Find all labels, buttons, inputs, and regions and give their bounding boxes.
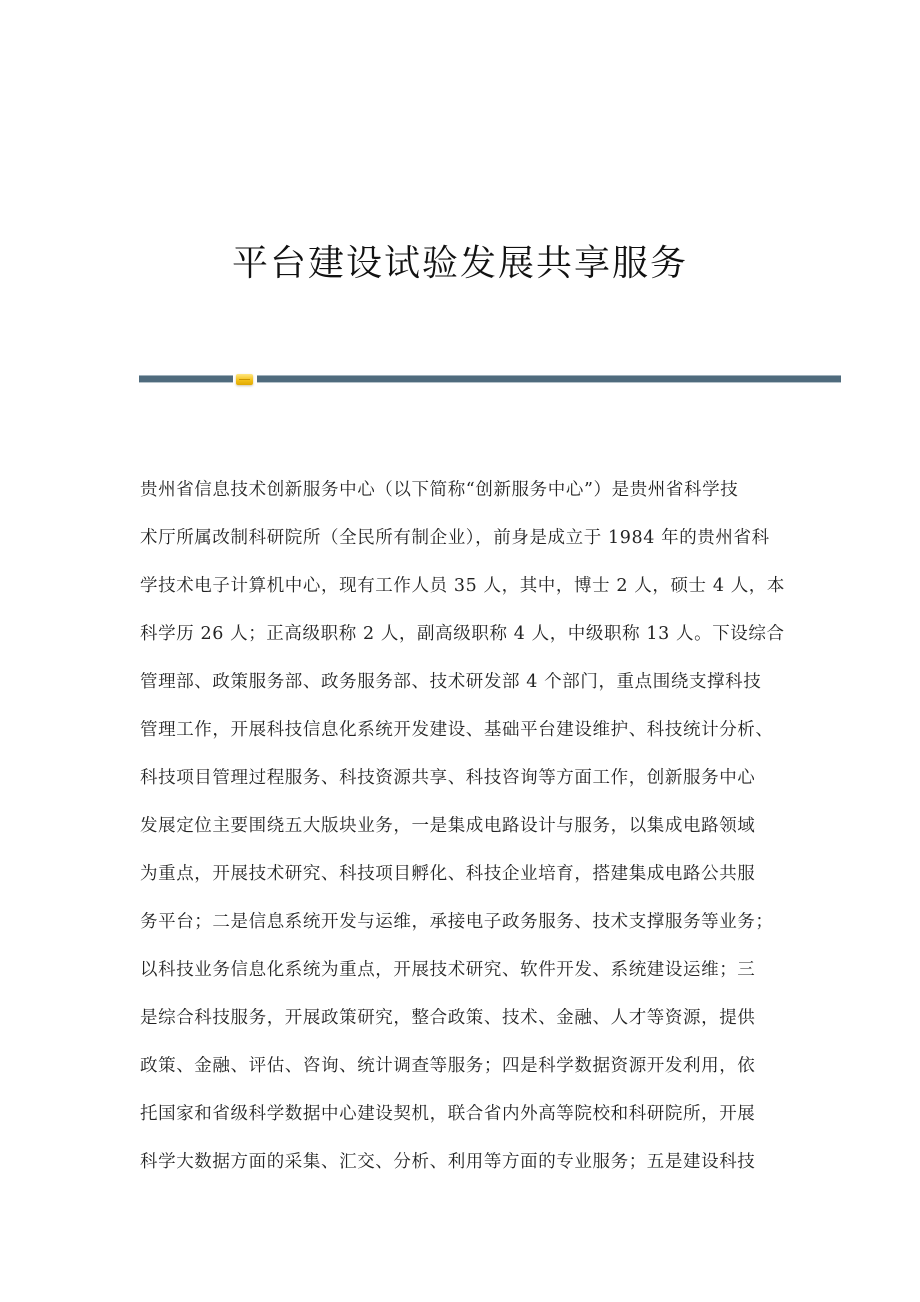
paragraph-line: 为重点，开展技术研究、科技项目孵化、科技企业培育，搭建集成电路公共服 xyxy=(140,864,756,884)
paragraph-line: 管理工作，开展科技信息化系统开发建设、基础平台建设维护、科技统计分析、 xyxy=(140,720,774,740)
title-divider xyxy=(139,374,841,384)
divider-left-bar xyxy=(139,375,233,383)
paragraph-line: 贵州省信息技术创新服务中心（以下简称“创新服务中心”）是贵州省科学技 xyxy=(140,480,739,500)
paragraph-line: 以科技业务信息化系统为重点，开展技术研究、软件开发、系统建设运维；三 xyxy=(140,960,756,980)
paragraph-line: 务平台；二是信息系统开发与运维，承接电子政务服务、技术支撑服务等业务； xyxy=(140,912,774,932)
paragraph-line: 学技术电子计算机中心，现有工作人员 35 人，其中，博士 2 人，硕士 4 人，本 xyxy=(140,576,786,596)
paragraph-line: 科学历 26 人；正高级职称 2 人，副高级职称 4 人，中级职称 13 人。下设综合 xyxy=(140,624,785,644)
divider-right-bar xyxy=(257,375,841,383)
paragraph-line: 术厅所属改制科研院所（全民所有制企业），前身是成立于 1984 年的贵州省科 xyxy=(140,528,770,548)
body-paragraph xyxy=(140,466,800,1186)
paragraph-line: 托国家和省级科学数据中心建设契机，联合省内外高等院校和科研院所，开展 xyxy=(140,1104,756,1124)
paragraph-line: 发展定位主要围绕五大版块业务，一是集成电路设计与服务，以集成电路领域 xyxy=(140,816,756,836)
paragraph-line: 科技项目管理过程服务、科技资源共享、科技咨询等方面工作，创新服务中心 xyxy=(140,768,756,788)
document-title: 平台建设试验发展共享服务 xyxy=(231,243,688,285)
paragraph-line: 管理部、政策服务部、政务服务部、技术研发部 4 个部门，重点围绕支撑科技 xyxy=(140,672,762,692)
paragraph-line: 是综合科技服务，开展政策研究，整合政策、技术、金融、人才等资源，提供 xyxy=(140,1008,756,1028)
gold-bar-ornament-icon xyxy=(236,374,253,385)
paragraph-line: 政策、金融、评估、咨询、统计调查等服务；四是科学数据资源开发利用，依 xyxy=(140,1056,756,1076)
paragraph-line: 科学大数据方面的采集、汇交、分析、利用等方面的专业服务；五是建设科技 xyxy=(140,1152,756,1172)
